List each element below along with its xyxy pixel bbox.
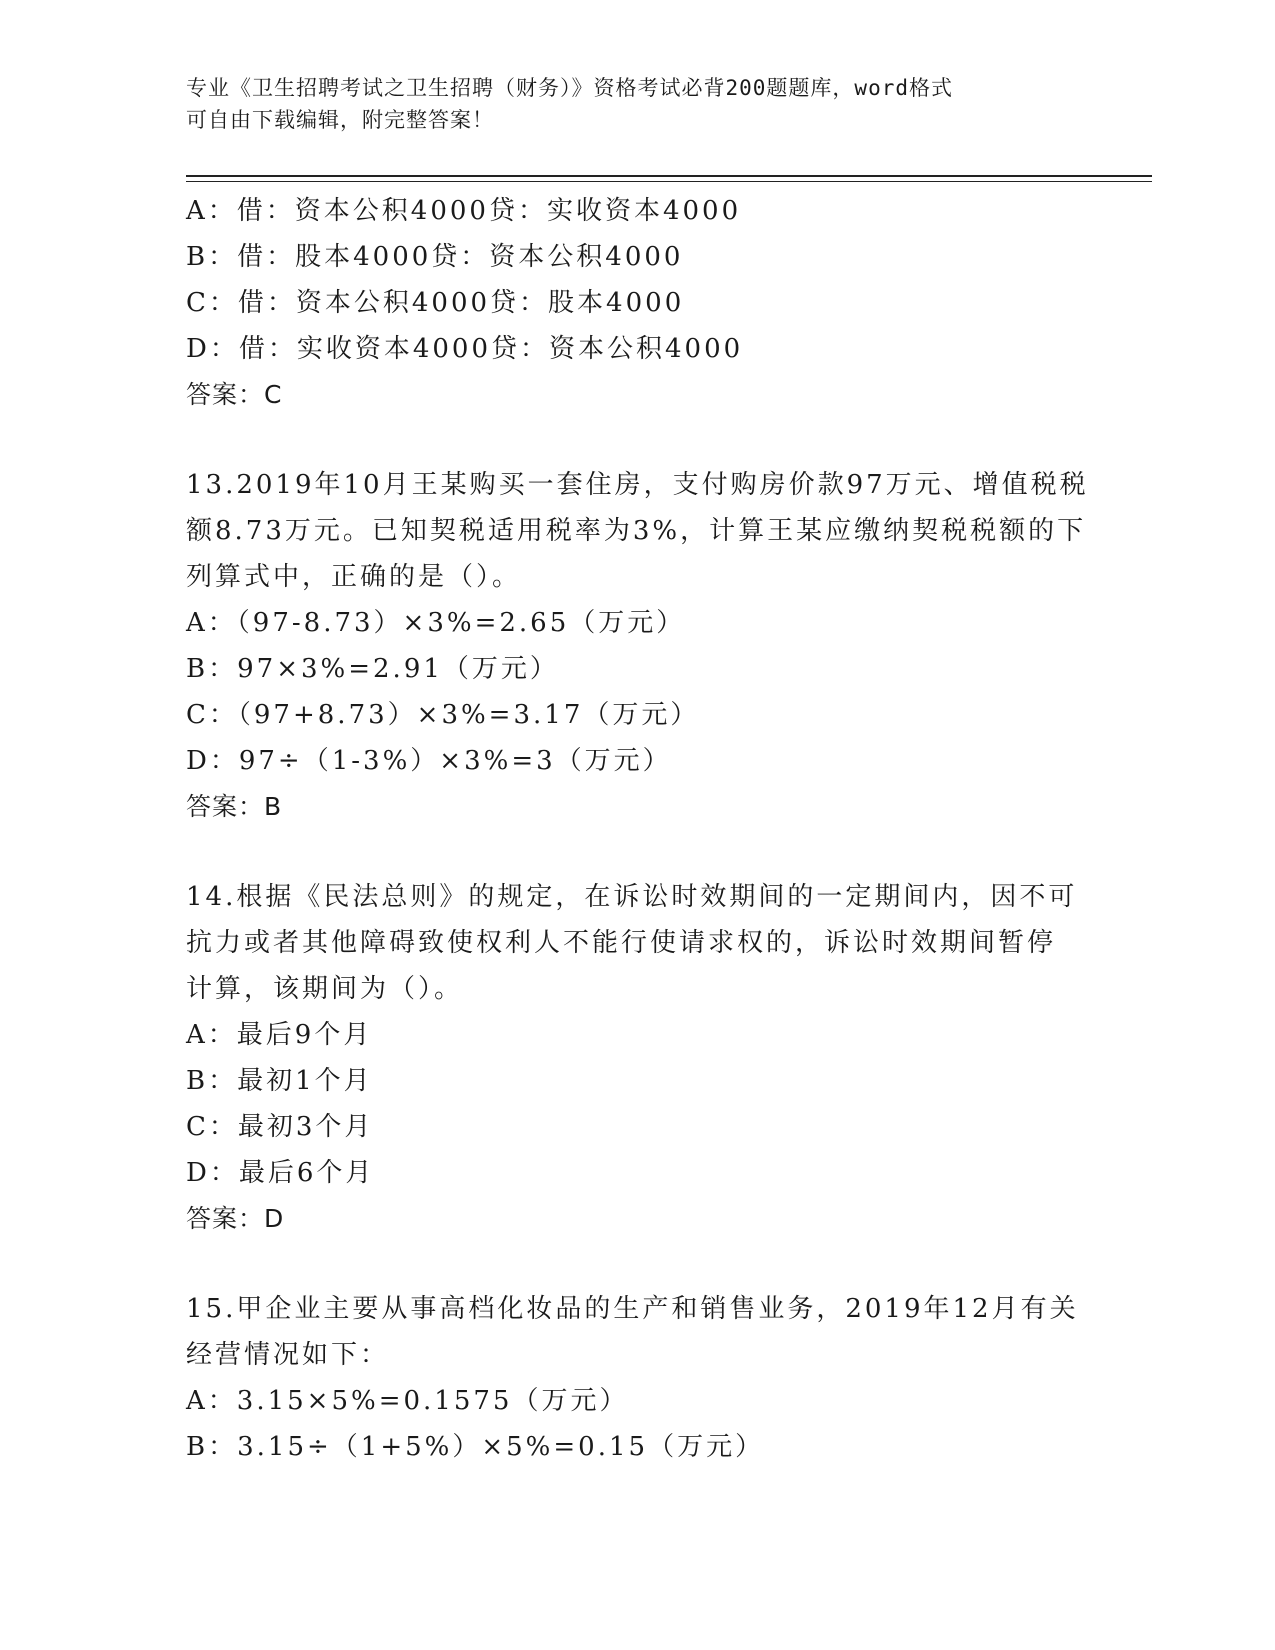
answer: 答案：D: [186, 1204, 285, 1233]
header-line-1: 专业《卫生招聘考试之卫生招聘（财务）》资格考试必背200题题库，word格式: [186, 76, 953, 100]
answer: 答案：C: [186, 380, 283, 409]
question-stem-line: 计算，该期间为（）。: [186, 974, 464, 1004]
question-stem-line: 抗力或者其他障碍致使权利人不能行使请求权的，诉讼时效期间暂停: [186, 928, 1057, 958]
header-divider-thick: [186, 175, 1152, 177]
option-a: A：借：资本公积4000贷：实收资本4000: [186, 196, 742, 226]
question-stem-line: 15.甲企业主要从事高档化妆品的生产和销售业务，2019年12月有关: [186, 1294, 1079, 1324]
option-c: C：最初3个月: [186, 1112, 374, 1142]
option-d: D：借：实收资本4000贷：资本公积4000: [186, 334, 744, 364]
question-stem-line: 13.2019年10月王某购买一套住房，支付购房价款97万元、增值税税: [186, 470, 1089, 500]
question-content: [186, 188, 1089, 1470]
header-divider-thin: [186, 181, 1152, 182]
question-13: [186, 462, 1089, 830]
question-stem-line: 列算式中，正确的是（）。: [186, 562, 522, 592]
question-14: [186, 874, 1086, 1242]
option-a: A：最后9个月: [186, 1020, 373, 1050]
option-b: B：3.15÷（1+5%）×5%=0.15（万元）: [186, 1432, 765, 1462]
option-b: B：借：股本4000贷：资本公积4000: [186, 242, 684, 272]
option-b: B：97×3%=2.91（万元）: [186, 654, 559, 684]
option-a: A：（97-8.73）×3%=2.65（万元）: [186, 608, 686, 638]
question-stem-line: 14.根据《民法总则》的规定，在诉讼时效期间的一定期间内，因不可: [186, 882, 1078, 912]
option-b: B：最初1个月: [186, 1066, 373, 1096]
option-c: C：（97+8.73）×3%=3.17（万元）: [186, 700, 700, 730]
question-stem-line: 额8.73万元。已知契税适用税率为3%，计算王某应缴纳契税税额的下: [186, 516, 1087, 546]
document-header: [186, 72, 1066, 136]
question-12: [186, 188, 1086, 418]
question-15: [186, 1286, 1086, 1470]
header-line-2: 可自由下载编辑，附完整答案！: [186, 108, 494, 132]
question-stem-line: 经营情况如下：: [186, 1340, 390, 1370]
answer: 答案：B: [186, 792, 283, 821]
option-a: A：3.15×5%=0.1575（万元）: [186, 1386, 629, 1416]
option-d: D：最后6个月: [186, 1158, 375, 1188]
option-c: C：借：资本公积4000贷：股本4000: [186, 288, 685, 318]
option-d: D：97÷（1-3%）×3%=3（万元）: [186, 746, 672, 776]
